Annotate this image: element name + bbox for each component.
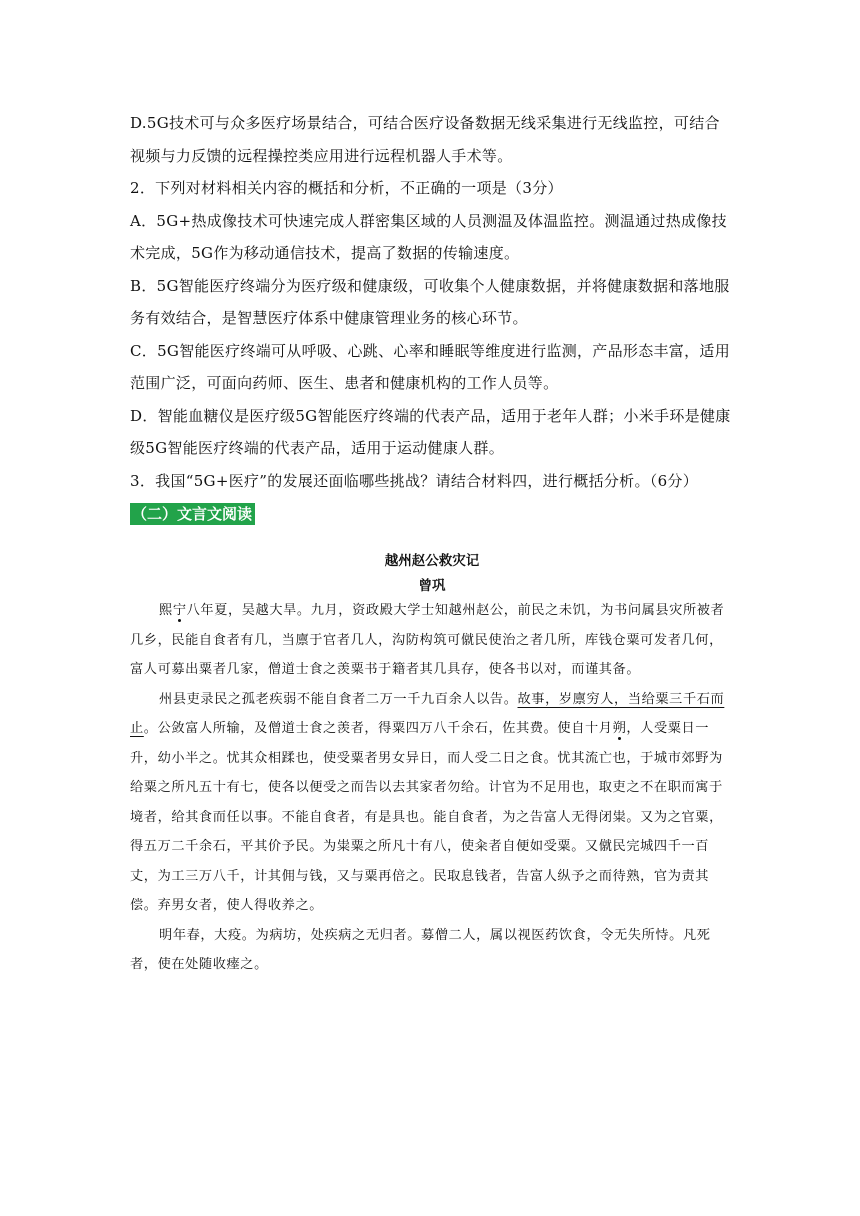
essay-p1-text-a: 熙 <box>159 603 173 618</box>
option-2d: D．智能血糖仪是医疗级5G智能医疗终端的代表产品，适用于老年人群；小米手环是健康级5G智能医疗终端的代表产品，适用于运动健康人群。 <box>130 406 731 457</box>
option-2c: C．5G智能医疗终端可从呼吸、心跳、心率和睡眠等维度进行监测，产品形态丰富，适用范围广泛，可面向药师、医生、患者和健康机构的工作人员等。 <box>130 341 731 392</box>
essay-p2-text-a: 州县吏录民之孤老疾弱不能自食者二万一千九百余人以告。 <box>159 691 518 707</box>
section-heading-wrap <box>130 497 734 525</box>
essay-paragraph-3: 明年春，大疫。为病坊，处疾病之无归者。募僧二人，属以视医药饮食，令无失所恃。凡死者，使在处随收瘗之。 <box>130 927 711 972</box>
question-2-stem: 2．下列对材料相关内容的概括和分析，不正确的一项是（3分） <box>130 179 563 197</box>
option-1d: D.5G技术可与众多医疗场景结合，可结合医疗设备数据无线采集进行无线监控，可结合视频与力反馈的远程操控类应用进行远程机器人手术等。 <box>130 114 720 165</box>
essay-p2-text-c: ，人受粟日一升，幼小半之。忧其众相蹂也，使受粟者男女异日，而人受二日之食。忧其流亡也，于城市郊野为给粟之所凡五十有七，使各以便受之而告以去其家者勿给。计官为不足用也，取吏之不在职而寓于境者，给其食而任以事。不能自食者，有是具也。能自食者，为之告富人无得闭粜。又为之官粟，得五万二千余石，平其价予民。为粜粟之所凡十有八，使籴者自便如受粟。又僦民完城四千一百丈，为工三万八千，计其佣与钱，又与粟再倍之。民取息钱者，告富人纵予之而待熟，官为责其偿。弃男女者，使人得收养之。 <box>130 721 723 913</box>
emphasis-dot-char: 宁 <box>172 603 187 618</box>
essay-p1-text-b: 八年夏，吴越大旱。九月，资政殿大学士知越州赵公，前民之未饥，为书问属县灾所被者几乡，民能自食者有几，当廪于官者几人，沟防构筑可僦民使治之者几所，库钱仓粟可发者几何，富人可募出粟者几家，僧道士食之羡粟书于籍者其几具存，使各书以对，而谨其备。 <box>130 603 725 677</box>
option-2b: B．5G智能医疗终端分为医疗级和健康级，可收集个人健康数据，并将健康数据和落地服务有效结合，是智慧医疗体系中健康管理业务的核心环节。 <box>130 276 730 327</box>
option-2a: A．5G+热成像技术可快速完成人群密集区域的人员测温及体温监控。测温通过热成像技术完成，5G作为移动通信技术，提高了数据的传输速度。 <box>130 211 727 262</box>
essay-p2-text-b: 。公敛富人所输，及僧道士食之羡者，得粟四万八千余石，佐其费。使自十月 <box>143 721 613 736</box>
section-heading: （二）文言文阅读 <box>130 503 255 525</box>
essay-paragraph-1 <box>130 596 734 685</box>
emphasis-dot-char: 朔 <box>612 721 627 736</box>
question-3-stem: 3．我国“5G+医疗”的发展还面临哪些挑战？请结合材料四，进行概括分析。（6分） <box>130 471 699 490</box>
underlined-sentence: 故事，岁廪穷人，当给粟三千石而止 <box>130 691 725 736</box>
document-content <box>130 107 734 980</box>
essay-author: 曾巩 <box>418 578 446 594</box>
essay-title: 越州赵公救灾记 <box>384 553 480 569</box>
essay-paragraph-2 <box>130 685 734 921</box>
